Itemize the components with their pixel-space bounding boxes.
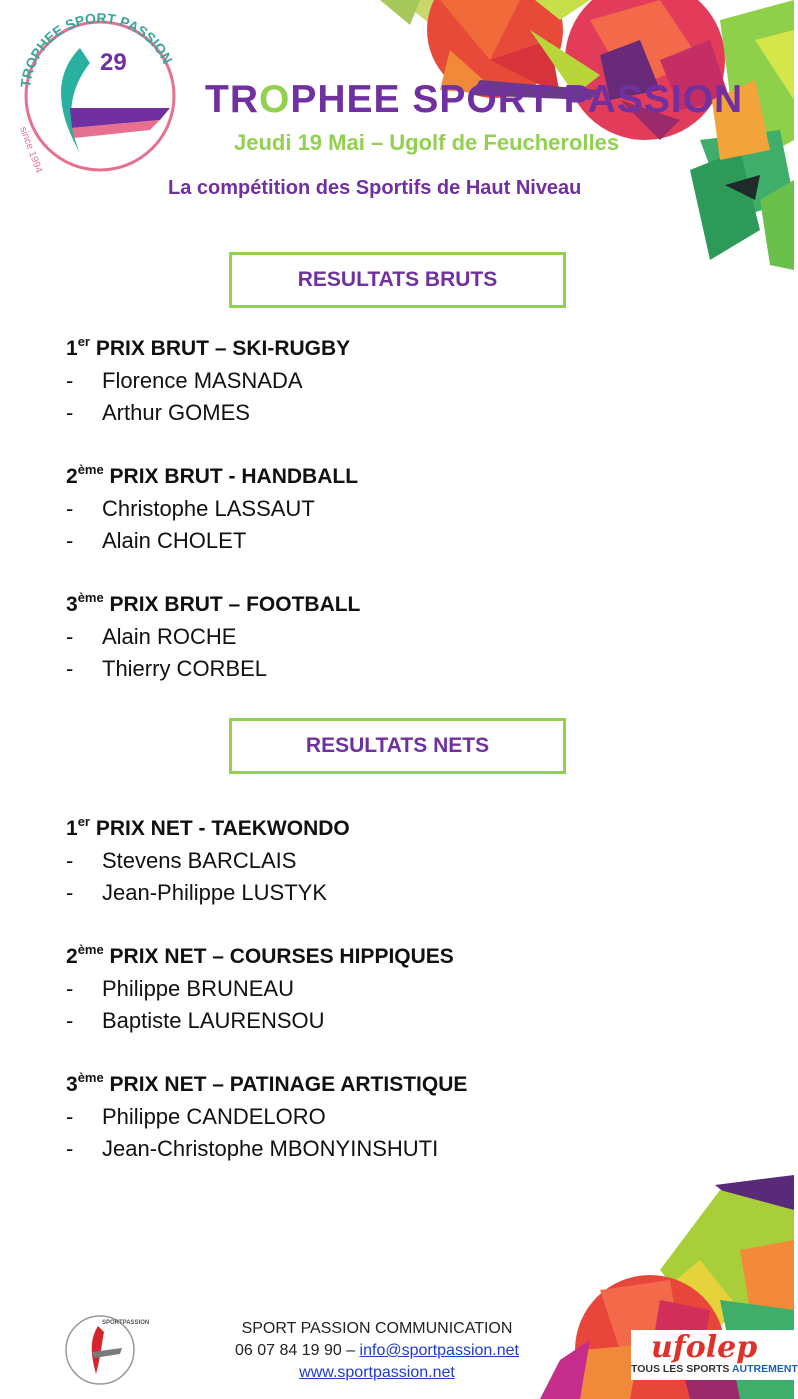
prize-title: 3ème PRIX NET – PATINAGE ARTISTIQUE bbox=[66, 1070, 468, 1096]
prize-title: 2ème PRIX NET – COURSES HIPPIQUES bbox=[66, 942, 454, 968]
list-item: - Alain CHOLET bbox=[66, 528, 247, 553]
list-item: - Jean-Philippe LUSTYK bbox=[66, 880, 328, 905]
section-header-nets: RESULTATS NETS bbox=[229, 718, 566, 774]
sportpassion-logo bbox=[62, 1312, 150, 1388]
list-item: - Baptiste LAURENSOU bbox=[66, 1008, 325, 1033]
list-item: - Florence MASNADA bbox=[66, 368, 303, 393]
website-link[interactable]: www.sportpassion.net bbox=[299, 1364, 455, 1381]
list-item: - Thierry CORBEL bbox=[66, 656, 268, 681]
page-title: TROPHEE SPORT PASSION bbox=[205, 78, 744, 121]
prize-title: 1er PRIX NET - TAEKWONDO bbox=[66, 814, 350, 840]
svg-text:TROPHEE SPORT PASSION bbox=[17, 10, 176, 89]
logo-number: 29 bbox=[100, 49, 127, 76]
ufolep-wordmark: ufolep bbox=[651, 1330, 758, 1365]
list-item: - Philippe CANDELORO bbox=[66, 1104, 326, 1129]
footer-phone-line: 06 07 84 19 90 – info@sportpassion.net bbox=[234, 1342, 519, 1359]
footer-company: SPORT PASSION COMMUNICATION bbox=[241, 1320, 513, 1337]
ufolep-logo bbox=[631, 1330, 798, 1380]
footer-logo-text: SPORTPASSION bbox=[102, 1320, 150, 1326]
list-item: - Arthur GOMES bbox=[66, 400, 250, 425]
prize-title: 3ème PRIX BRUT – FOOTBALL bbox=[66, 590, 361, 616]
section-header-bruts: RESULTATS BRUTS bbox=[229, 252, 566, 308]
ufolep-tagline: TOUS LES SPORTS AUTREMENT bbox=[631, 1363, 798, 1375]
list-item: - Philippe BRUNEAU bbox=[66, 976, 294, 1001]
logo-since: since 1994 bbox=[17, 125, 45, 175]
event-date-location: Jeudi 19 Mai – Ugolf de Feucherolles bbox=[234, 130, 620, 155]
email-link[interactable]: info@sportpassion.net bbox=[359, 1342, 519, 1359]
list-item: - Christophe LASSAUT bbox=[66, 496, 315, 521]
list-item: - Jean-Christophe MBONYINSHUTI bbox=[66, 1136, 439, 1161]
prize-title: 2ème PRIX BRUT - HANDBALL bbox=[66, 462, 359, 488]
footer-contact bbox=[190, 1318, 564, 1384]
list-item: - Stevens BARCLAIS bbox=[66, 848, 297, 873]
prize-title: 1er PRIX BRUT – SKI-RUGBY bbox=[66, 334, 351, 360]
list-item: - Alain ROCHE bbox=[66, 624, 237, 649]
trophee-sport-passion-logo bbox=[10, 8, 190, 178]
logo-arc-text: TROPHEE SPORT PASSION bbox=[17, 9, 176, 89]
tagline: La compétition des Sportifs de Haut Niveau bbox=[168, 177, 582, 199]
